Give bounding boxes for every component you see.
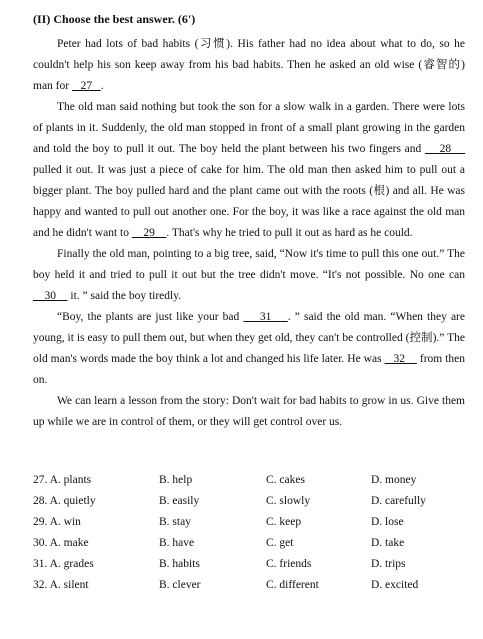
option-27-d[interactable]: D. money [371, 474, 417, 486]
option-30-d[interactable]: D. take [371, 537, 405, 549]
blank-30[interactable]: 30 [33, 290, 68, 302]
option-31-a[interactable]: 31. A. grades [33, 558, 94, 570]
option-31-c[interactable]: C. friends [266, 558, 312, 570]
option-27-c[interactable]: C. cakes [266, 474, 305, 486]
blank-29[interactable]: 29 [131, 227, 167, 239]
option-30-b[interactable]: B. have [159, 537, 195, 549]
option-32-d[interactable]: D. excited [371, 579, 419, 591]
answer-options [33, 474, 473, 600]
option-31-d[interactable]: D. trips [371, 558, 406, 570]
paragraph-3: Finally the old man, pointing to a big tree, said, “Now it's time to pull this one out.” The boy held it and tried to pull it out but the tree didn't move. “It's not possible. No one can 30 it. ” said the boy tiredly. [33, 248, 465, 302]
question-30-options [33, 537, 473, 558]
paragraph-5: We can learn a lesson from the story: Don't wait for bad habits to grow in us. Give them up while we are in control of them, or they will get control over us. [33, 395, 465, 428]
option-27-b[interactable]: B. help [159, 474, 193, 486]
question-29-options [33, 516, 473, 537]
option-30-c[interactable]: C. get [266, 537, 294, 549]
question-31-options [33, 558, 473, 579]
option-31-b[interactable]: B. habits [159, 558, 200, 570]
option-29-b[interactable]: B. stay [159, 516, 191, 528]
option-32-c[interactable]: C. different [266, 579, 319, 591]
passage [33, 34, 465, 433]
option-29-c[interactable]: C. keep [266, 516, 302, 528]
option-28-b[interactable]: B. easily [159, 495, 200, 507]
blank-31[interactable]: 31 [243, 311, 288, 323]
option-29-d[interactable]: D. lose [371, 516, 404, 528]
option-29-a[interactable]: 29. A. win [33, 516, 81, 528]
option-27-a[interactable]: 27. A. plants [33, 474, 92, 486]
blank-28[interactable]: 28 [424, 143, 466, 155]
blank-27[interactable]: 27 [71, 80, 101, 92]
option-30-a[interactable]: 30. A. make [33, 537, 89, 549]
paragraph-2: The old man said nothing but took the son for a slow walk in a garden. There were lots of plants in it. Suddenly, the old man stopped in front of a small plant growing in the garden and told the boy to pull it out. The boy held the plant between his two fingers and 28 pulled it out. It was just a piece of cake for him. The old man then asked him to pull out a bigger plant. The boy pulled hard and the plant came out with the roots (根) and all. He was happy and wanted to pull out another one. For the boy, it was like a race against the old man and he didn't want to 29 . That's why he tried to pull it out as hard as he could. [33, 101, 466, 239]
section-heading: (II) Choose the best answer. (6') [33, 12, 196, 26]
option-28-a[interactable]: 28. A. quietly [33, 495, 96, 507]
question-28-options [33, 495, 473, 516]
option-32-a[interactable]: 32. A. silent [33, 579, 89, 591]
option-32-b[interactable]: B. clever [159, 579, 201, 591]
blank-32[interactable]: 32 [384, 353, 417, 365]
question-27-options [33, 474, 473, 495]
paragraph-4: “Boy, the plants are just like your bad 31 . ” said the old man. “When they are young, it is easy to pull them out, but when they get old, they can't be controlled (控制).” The old man's words made the boy think a lot and changed his life later. He was 32 from then on. [33, 311, 466, 386]
option-28-c[interactable]: C. slowly [266, 495, 311, 507]
question-32-options [33, 579, 473, 600]
option-28-d[interactable]: D. carefully [371, 495, 426, 507]
paragraph-1: Peter had lots of bad habits (习惯). His father had no idea about what to do, so he couldn't help his son keep away from his bad habits. Then he asked an old wise (睿智的) man for 27 . [33, 38, 465, 92]
